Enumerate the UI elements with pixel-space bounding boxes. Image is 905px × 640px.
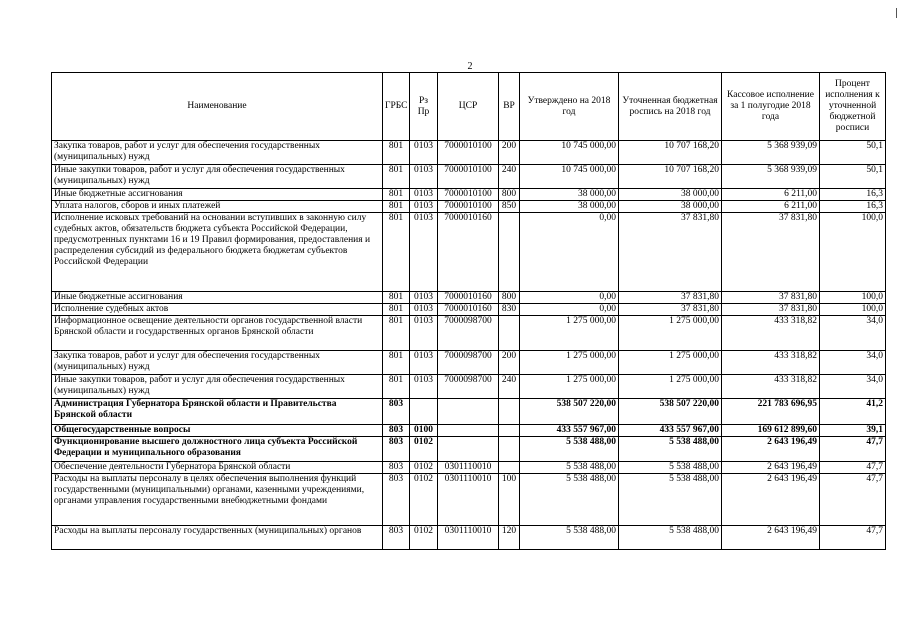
row-name: Функционирование высшего должностного лица субъекта Российской Федерации и муниципального образования <box>52 437 383 462</box>
row-executed: 5 368 939,09 <box>722 141 820 165</box>
header-vr: ВР <box>499 73 520 141</box>
header-refined: Уточненная бюджетная роспись на 2018 год <box>619 73 722 141</box>
row-executed: 221 783 696,95 <box>722 399 820 425</box>
row-grbs: 803 <box>383 425 410 437</box>
row-percent: 100,0 <box>820 304 886 316</box>
row-approved: 1 275 000,00 <box>520 375 619 399</box>
row-refined: 5 538 488,00 <box>619 474 722 526</box>
row-vr: 800 <box>499 292 520 304</box>
row-vr <box>499 316 520 351</box>
row-vr <box>499 399 520 425</box>
row-name: Иные закупки товаров, работ и услуг для обеспечения государственных (муниципальных) нужд <box>52 165 383 189</box>
row-name: Закупка товаров, работ и услуг для обеспечения государственных (муниципальных) нужд <box>52 351 383 375</box>
table-header-row <box>52 73 886 141</box>
row-vr: 800 <box>499 189 520 201</box>
row-grbs: 801 <box>383 292 410 304</box>
row-name: Общегосударственные вопросы <box>52 425 383 437</box>
row-executed: 2 643 196,49 <box>722 474 820 526</box>
row-rzpr <box>410 399 438 425</box>
table-row <box>52 351 886 375</box>
row-approved: 0,00 <box>520 292 619 304</box>
table-body <box>52 141 886 550</box>
row-csr: 7000010100 <box>438 141 499 165</box>
row-executed: 433 318,82 <box>722 351 820 375</box>
row-rzpr: 0103 <box>410 213 438 292</box>
header-approved: Утверждено на 2018 год <box>520 73 619 141</box>
row-executed: 433 318,82 <box>722 375 820 399</box>
row-refined: 38 000,00 <box>619 201 722 213</box>
row-name: Закупка товаров, работ и услуг для обеспечения государственных (муниципальных) нужд <box>52 141 383 165</box>
row-percent: 16,3 <box>820 201 886 213</box>
header-executed: Кассовое исполнение за 1 полугодие 2018 года <box>722 73 820 141</box>
row-refined: 10 707 168,20 <box>619 165 722 189</box>
row-percent: 41,2 <box>820 399 886 425</box>
row-csr: 0301110010 <box>438 526 499 550</box>
table-row <box>52 316 886 351</box>
row-grbs: 801 <box>383 141 410 165</box>
row-vr <box>499 425 520 437</box>
row-percent: 47,7 <box>820 474 886 526</box>
row-grbs: 801 <box>383 316 410 351</box>
row-csr: 7000010100 <box>438 189 499 201</box>
row-executed: 37 831,80 <box>722 213 820 292</box>
row-csr: 7000010100 <box>438 201 499 213</box>
row-name: Обеспечение деятельности Губернатора Брянской области <box>52 462 383 474</box>
row-name: Информационное освещение деятельности органов государственной власти Брянской области и государственных органов Брянской области <box>52 316 383 351</box>
row-rzpr: 0103 <box>410 351 438 375</box>
row-refined: 538 507 220,00 <box>619 399 722 425</box>
row-rzpr: 0102 <box>410 474 438 526</box>
row-vr <box>499 462 520 474</box>
row-percent: 50,1 <box>820 141 886 165</box>
row-approved: 5 538 488,00 <box>520 437 619 462</box>
page-number: 2 <box>467 61 473 72</box>
table-row <box>52 526 886 550</box>
row-rzpr: 0103 <box>410 292 438 304</box>
row-percent: 16,3 <box>820 189 886 201</box>
row-name: Исполнение судебных актов <box>52 304 383 316</box>
row-csr: 7000098700 <box>438 375 499 399</box>
row-csr: 7000098700 <box>438 316 499 351</box>
row-vr: 100 <box>499 474 520 526</box>
row-grbs: 801 <box>383 375 410 399</box>
table-row <box>52 437 886 462</box>
row-approved: 0,00 <box>520 304 619 316</box>
row-vr: 120 <box>499 526 520 550</box>
row-rzpr: 0103 <box>410 189 438 201</box>
row-csr <box>438 399 499 425</box>
row-percent: 100,0 <box>820 213 886 292</box>
row-name: Иные бюджетные ассигнования <box>52 292 383 304</box>
header-grbs: ГРБС <box>383 73 410 141</box>
row-grbs: 803 <box>383 526 410 550</box>
row-approved: 5 538 488,00 <box>520 474 619 526</box>
table-row <box>52 425 886 437</box>
row-grbs: 801 <box>383 165 410 189</box>
row-percent: 39,1 <box>820 425 886 437</box>
row-percent: 50,1 <box>820 165 886 189</box>
row-grbs: 801 <box>383 351 410 375</box>
row-rzpr: 0103 <box>410 375 438 399</box>
row-approved: 1 275 000,00 <box>520 351 619 375</box>
row-percent: 34,0 <box>820 351 886 375</box>
row-grbs: 803 <box>383 474 410 526</box>
budget-table <box>51 72 886 550</box>
row-name: Расходы на выплаты персоналу государственных (муниципальных) органов <box>52 526 383 550</box>
row-executed: 2 643 196,49 <box>722 437 820 462</box>
row-rzpr: 0102 <box>410 462 438 474</box>
table-row <box>52 462 886 474</box>
row-refined: 5 538 488,00 <box>619 437 722 462</box>
row-vr: 200 <box>499 141 520 165</box>
row-rzpr: 0100 <box>410 425 438 437</box>
row-csr: 7000010160 <box>438 304 499 316</box>
row-rzpr: 0103 <box>410 141 438 165</box>
row-approved: 38 000,00 <box>520 189 619 201</box>
row-csr: 0301110010 <box>438 462 499 474</box>
row-rzpr: 0103 <box>410 304 438 316</box>
row-executed: 169 612 899,60 <box>722 425 820 437</box>
row-executed: 37 831,80 <box>722 304 820 316</box>
row-refined: 37 831,80 <box>619 304 722 316</box>
row-executed: 6 211,00 <box>722 189 820 201</box>
header-percent: Процент исполнения к уточненной бюджетной росписи <box>820 73 886 141</box>
row-executed: 433 318,82 <box>722 316 820 351</box>
table-row <box>52 201 886 213</box>
header-rzpr: Рз Пр <box>410 73 438 141</box>
row-csr: 7000010100 <box>438 165 499 189</box>
row-name: Исполнение исковых требований на основании вступивших в законную силу судебных актов, обязательств бюджета субъекта Российской Федерации, предусмотренных пунктами 16 и 19 Правил формирования, предоставления и распределения субсидий из федерального бюджета бюджетам субъектов Российской Федерации <box>52 213 383 292</box>
row-vr: 240 <box>499 165 520 189</box>
table-row <box>52 141 886 165</box>
row-approved: 538 507 220,00 <box>520 399 619 425</box>
row-csr: 7000010160 <box>438 292 499 304</box>
row-grbs: 803 <box>383 399 410 425</box>
row-approved: 10 745 000,00 <box>520 141 619 165</box>
row-grbs: 801 <box>383 201 410 213</box>
row-refined: 37 831,80 <box>619 292 722 304</box>
row-csr <box>438 425 499 437</box>
table-row <box>52 213 886 292</box>
row-refined: 1 275 000,00 <box>619 351 722 375</box>
row-rzpr: 0102 <box>410 437 438 462</box>
row-approved: 10 745 000,00 <box>520 165 619 189</box>
row-csr: 7000098700 <box>438 351 499 375</box>
row-rzpr: 0103 <box>410 316 438 351</box>
table-row <box>52 189 886 201</box>
row-rzpr: 0103 <box>410 201 438 213</box>
row-grbs: 801 <box>383 189 410 201</box>
row-executed: 2 643 196,49 <box>722 462 820 474</box>
row-grbs: 801 <box>383 213 410 292</box>
table-row <box>52 165 886 189</box>
row-refined: 1 275 000,00 <box>619 316 722 351</box>
row-rzpr: 0102 <box>410 526 438 550</box>
row-vr <box>499 437 520 462</box>
table-row <box>52 375 886 399</box>
row-grbs: 801 <box>383 304 410 316</box>
row-executed: 6 211,00 <box>722 201 820 213</box>
row-vr: 850 <box>499 201 520 213</box>
row-name: Иные закупки товаров, работ и услуг для обеспечения государственных (муниципальных) нужд <box>52 375 383 399</box>
row-csr: 7000010160 <box>438 213 499 292</box>
row-percent: 47,7 <box>820 526 886 550</box>
row-percent: 34,0 <box>820 375 886 399</box>
row-refined: 37 831,80 <box>619 213 722 292</box>
row-approved: 38 000,00 <box>520 201 619 213</box>
row-refined: 10 707 168,20 <box>619 141 722 165</box>
row-approved: 1 275 000,00 <box>520 316 619 351</box>
row-executed: 37 831,80 <box>722 292 820 304</box>
row-vr: 240 <box>499 375 520 399</box>
row-refined: 5 538 488,00 <box>619 462 722 474</box>
row-rzpr: 0103 <box>410 165 438 189</box>
row-csr: 0301110010 <box>438 474 499 526</box>
table-row <box>52 399 886 425</box>
page-edge-mark <box>896 8 897 18</box>
row-approved: 5 538 488,00 <box>520 526 619 550</box>
row-vr: 200 <box>499 351 520 375</box>
row-vr <box>499 213 520 292</box>
row-percent: 47,7 <box>820 437 886 462</box>
row-percent: 47,7 <box>820 462 886 474</box>
header-name: Наименование <box>52 73 383 141</box>
table-row <box>52 474 886 526</box>
row-percent: 34,0 <box>820 316 886 351</box>
row-refined: 38 000,00 <box>619 189 722 201</box>
row-refined: 5 538 488,00 <box>619 526 722 550</box>
row-name: Уплата налогов, сборов и иных платежей <box>52 201 383 213</box>
row-csr <box>438 437 499 462</box>
row-refined: 1 275 000,00 <box>619 375 722 399</box>
row-approved: 0,00 <box>520 213 619 292</box>
row-refined: 433 557 967,00 <box>619 425 722 437</box>
header-csr: ЦСР <box>438 73 499 141</box>
row-executed: 5 368 939,09 <box>722 165 820 189</box>
row-vr: 830 <box>499 304 520 316</box>
row-name: Иные бюджетные ассигнования <box>52 189 383 201</box>
row-approved: 5 538 488,00 <box>520 462 619 474</box>
row-name: Администрация Губернатора Брянской области и Правительства Брянской области <box>52 399 383 425</box>
table-row <box>52 304 886 316</box>
row-grbs: 803 <box>383 462 410 474</box>
table-row <box>52 292 886 304</box>
row-grbs: 803 <box>383 437 410 462</box>
row-executed: 2 643 196,49 <box>722 526 820 550</box>
row-percent: 100,0 <box>820 292 886 304</box>
row-name: Расходы на выплаты персоналу в целях обеспечения выполнения функций государственными (муниципальными) органами, казенными учреждениями, органами управления государственными внебюджетными фондами <box>52 474 383 526</box>
row-approved: 433 557 967,00 <box>520 425 619 437</box>
